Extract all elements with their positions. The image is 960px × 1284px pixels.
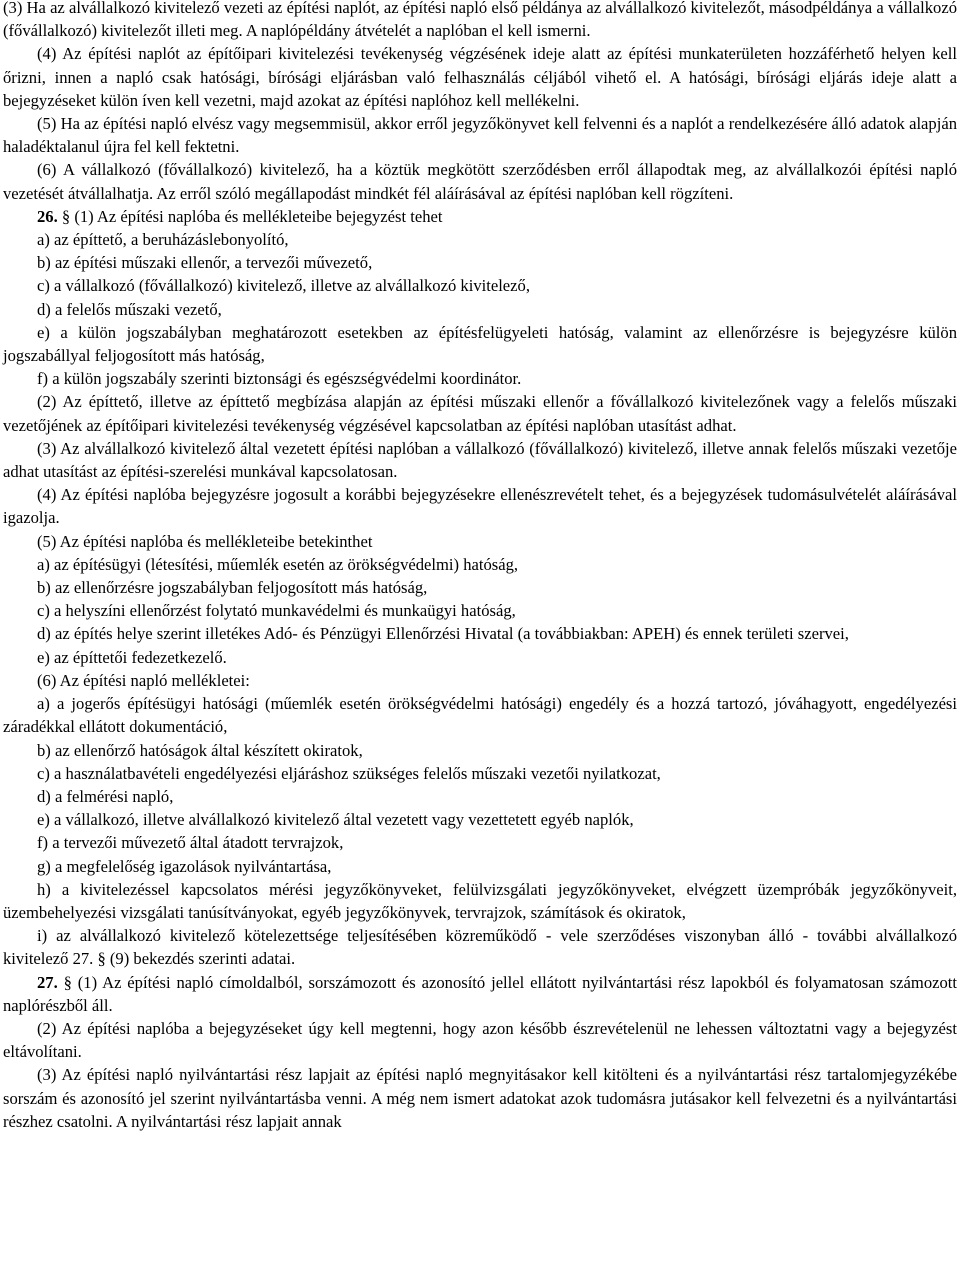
- list-item: a) az építésügyi (létesítési, műemlék esetén az örökségvédelmi) hatóság,: [37, 554, 519, 574]
- paragraph: (4) Az építési naplót az építőipari kivitelezési tevékenység végzésének ideje alatt az építési munkaterületen hozzáférhető helyen kell őrizni, innen a napló csak hatósági, bírósági eljárásban való felhasználás céljából vihető el. A hatósági, bírósági eljárás ideje alatt a bejegyzéseket külön íven kell vezetni, majd azokat az építési naplóhoz kell mellékelni.: [3, 44, 957, 110]
- list-item: c) a vállalkozó (fővállalkozó) kivitelező, illetve az alvállalkozó kivitelező,: [37, 276, 530, 296]
- list-item: f) a tervezői művezető által átadott tervrajzok,: [37, 833, 344, 853]
- list-item: b) az ellenőrző hatóságok által készített okiratok,: [37, 740, 363, 760]
- list-item: c) a használatbavételi engedélyezési eljáráshoz szükséges felelős műszaki vezetői nyilatkozat,: [37, 763, 661, 783]
- paragraph: (6) Az építési napló mellékletei:: [37, 670, 250, 690]
- paragraph: (5) Ha az építési napló elvész vagy megsemmisül, akkor erről jegyzőkönyvet kell felvenni és a naplót a rendelkezésére álló adatok alapján haladéktalanul újra fel kell fektetni.: [3, 114, 957, 157]
- list-item: e) a vállalkozó, illetve alvállalkozó kivitelező által vezetett vagy vezettetett egyéb naplók,: [37, 810, 634, 830]
- list-item: c) a helyszíni ellenőrzést folytató munkavédelmi és munkaügyi hatóság,: [37, 601, 516, 621]
- list-item: d) a felmérési napló,: [37, 786, 174, 806]
- list-item: d) a felelős műszaki vezető,: [37, 299, 222, 319]
- section-text: § (1) Az építési napló címoldalból, sorszámozott és azonosító jellel ellátott nyilvántartási rész lapokból és folyamatosan számozott naplórészből áll.: [3, 972, 957, 1015]
- list-item: e) az építtetői fedezetkezelő.: [37, 647, 227, 667]
- paragraph: (3) Az alvállalkozó kivitelező által vezetett építési naplóban a vállalkozó (fővállalkozó) kivitelező, illetve annak felelős műszaki vezetője adhat utasítást az építési-szerelési munkával kapcsolatosan.: [3, 438, 957, 482]
- paragraph: (3) Ha az alvállalkozó kivitelező vezeti az építési naplót, az építési napló első példánya az alvállalkozó kivitelezőt, másodpéldánya a vállalkozó (fővállalkozó) kivitelezőt illeti meg. A naplópéldány átvételét a naplóban el kell ismerni.: [3, 0, 957, 41]
- list-item: a) az építtető, a beruházáslebonyolító,: [37, 230, 289, 250]
- list-item: h) a kivitelezéssel kapcsolatos mérési jegyzőkönyveket, felülvizsgálati jegyzőkönyveket, elvégzett üzempróbák jegyzőkönyveit, üzembehelyezési vizsgálati tanúsítványokat, egyéb jegyzőkönyvek, tervrajzok, számítások és okiratok,: [3, 879, 957, 922]
- section-number: 26.: [37, 206, 58, 226]
- list-item: a) a jogerős építésügyi hatósági (műemlék esetén örökségvédelmi hatósági) engedély és a hozzá tartozó, jóváhagyott, engedélyezési záradékkal ellátott dokumentáció,: [3, 694, 957, 737]
- list-item: d) az építés helye szerint illetékes Adó- és Pénzügyi Ellenőrzési Hivatal (a továbbiakban: APEH) és ennek területi szervei,: [37, 624, 849, 644]
- section-text: § (1) Az építési naplóba és mellékleteibe bejegyzést tehet: [57, 206, 443, 226]
- section-number: 27.: [37, 972, 58, 992]
- list-item: e) a külön jogszabályban meghatározott esetekben az építésfelügyeleti hatóság, valamint az ellenőrzésre is bejegyzésre külön jogszabállyal feljogosított más hatóság,: [3, 322, 957, 366]
- list-item: g) a megfelelőség igazolások nyilvántartása,: [37, 856, 332, 876]
- section-27-heading: [3, 971, 957, 1017]
- paragraph: (5) Az építési naplóba és mellékleteibe betekinthet: [37, 531, 373, 551]
- list-item: f) a külön jogszabály szerinti biztonsági és egészségvédelmi koordinátor.: [37, 369, 522, 389]
- list-item: b) az ellenőrzésre jogszabályban feljogosított más hatóság,: [37, 578, 428, 598]
- paragraph: (3) Az építési napló nyilvántartási rész lapjait az építési napló megnyitásakor kell kitölteni és a nyilvántartási rész tartalomjegyzékébe sorszám és azonosító jel szerint nyilvántartásba venni. A még nem ismert adatokat azok tudomásra jutásakor kell felvezetni és a nyilvántartási részhez csatolni. A nyilvántartási rész lapjait annak: [3, 1065, 957, 1131]
- section-26-heading: [3, 205, 957, 228]
- paragraph: (4) Az építési naplóba bejegyzésre jogosult a korábbi bejegyzésekre ellenészrevételt tehet, és a bejegyzések tudomásulvételét aláírásával igazolja.: [3, 485, 957, 528]
- paragraph: (2) Az építési naplóba a bejegyzéseket úgy kell megtenni, hogy azon később észrevételenül ne lehessen változtatni vagy a bejegyzést eltávolítani.: [3, 1018, 957, 1062]
- list-item: i) az alvállalkozó kivitelező kötelezettsége teljesítésében közreműködő - vele szerződéses viszonyban álló - további alvállalkozó kivitelező 27. § (9) bekezdés szerinti adatai.: [3, 926, 957, 969]
- list-item: b) az építési műszaki ellenőr, a tervezői művezető,: [37, 253, 373, 273]
- paragraph: (6) A vállalkozó (fővállalkozó) kivitelező, ha a köztük megkötött szerződésben erről állapodtak meg, az alvállalkozói építési napló vezetését átvállalhatja. Az erről szóló megállapodást mindkét fél aláírásával az építési naplóban kell rögzíteni.: [3, 160, 957, 203]
- paragraph: (2) Az építtető, illetve az építtető megbízása alapján az építési műszaki ellenőr a fővállalkozó kivitelezőnek vagy a felelős műszaki vezetőjének az építőipari kivitelezési tevékenység végzésével kapcsolatban az építési naplóban utasítást adhat.: [3, 392, 957, 435]
